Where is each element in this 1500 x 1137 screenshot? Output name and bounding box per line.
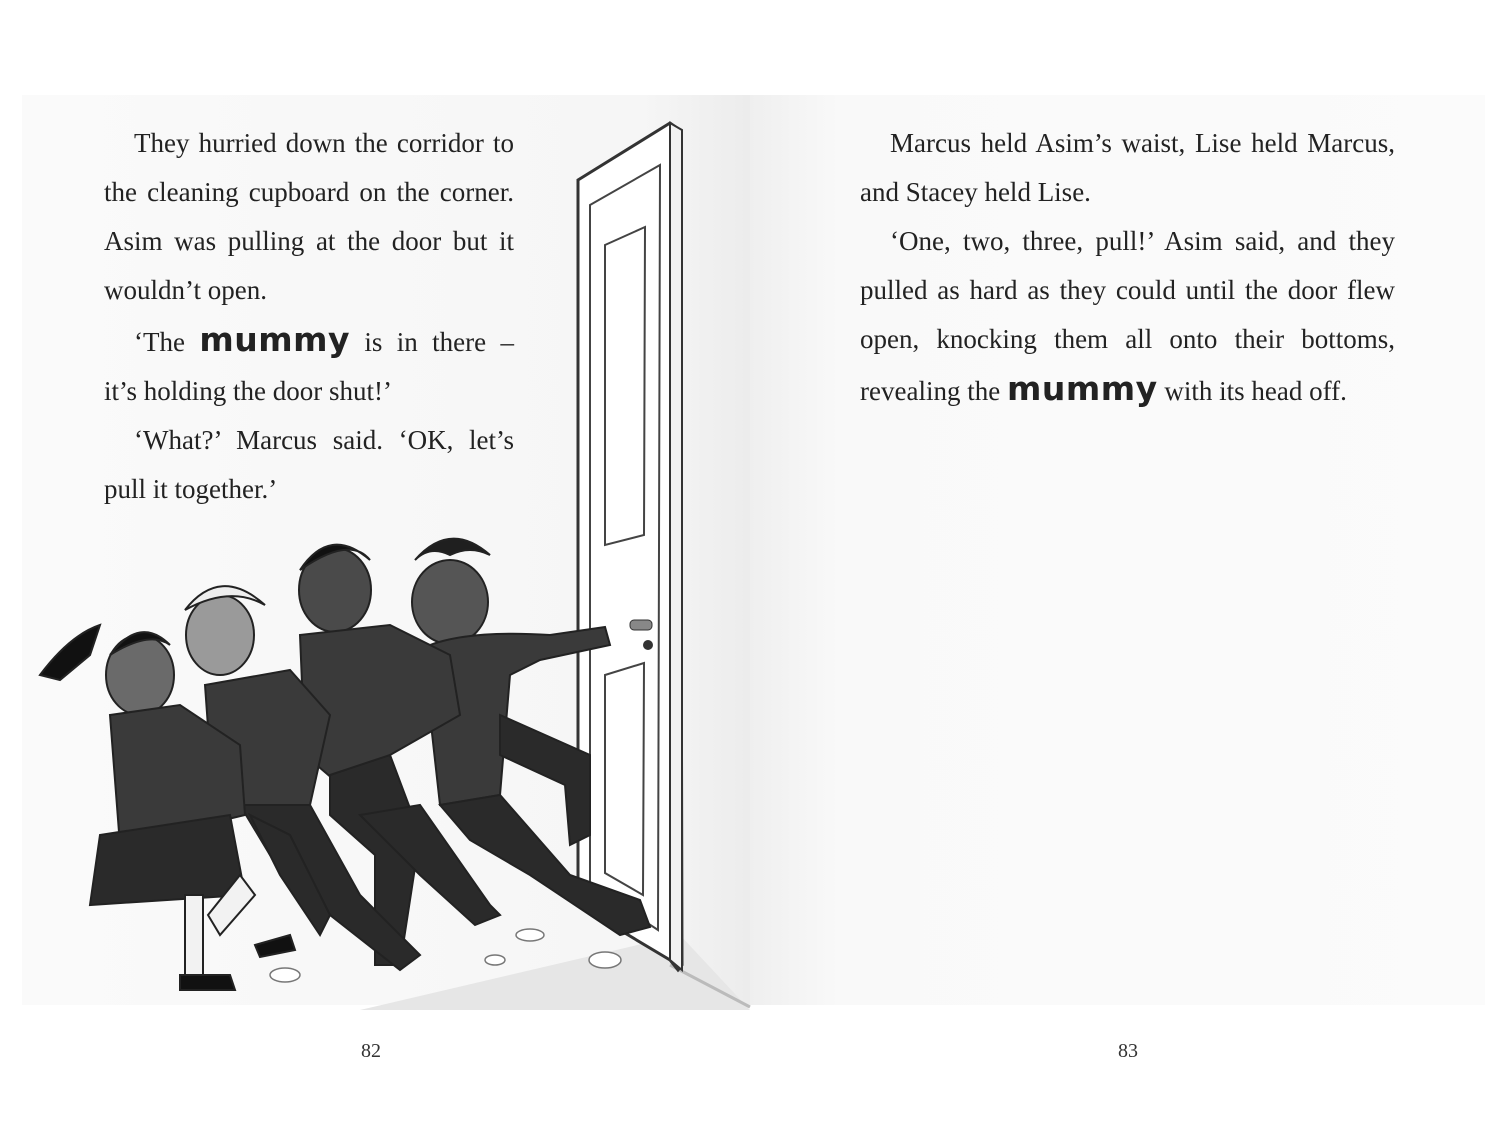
text-run: ‘The bbox=[134, 327, 200, 357]
emphasized-word: mummy bbox=[199, 320, 351, 359]
paragraph: ‘What?’ Marcus said. ‘OK, let’s pull it together.’ bbox=[104, 425, 514, 504]
emphasized-word: mummy bbox=[1006, 369, 1158, 408]
right-page-text bbox=[860, 119, 1395, 416]
paragraph: Marcus held Asim’s waist, Lise held Marcus, and Stacey held Lise. bbox=[860, 128, 1395, 207]
text-run: is in there – it’s holding the door shut!’ bbox=[104, 327, 514, 406]
paragraph bbox=[860, 217, 1395, 416]
text-run: with its head off. bbox=[1157, 376, 1347, 406]
children-pulling-door-illustration bbox=[30, 115, 755, 1015]
page-number: 82 bbox=[361, 1040, 381, 1062]
paragraph: They hurried down the corridor to the cleaning cupboard on the corner. Asim was pulling at the door but it wouldn’t open. bbox=[104, 128, 514, 305]
right-page bbox=[750, 0, 1500, 1137]
page-number: 83 bbox=[1118, 1040, 1138, 1062]
door-icon bbox=[578, 123, 682, 970]
text-run: ‘One, two, three, pull!’ Asim said, and they pulled as hard as they could until the door flew open, knocking them all onto their bottoms, revealing the bbox=[860, 226, 1395, 406]
